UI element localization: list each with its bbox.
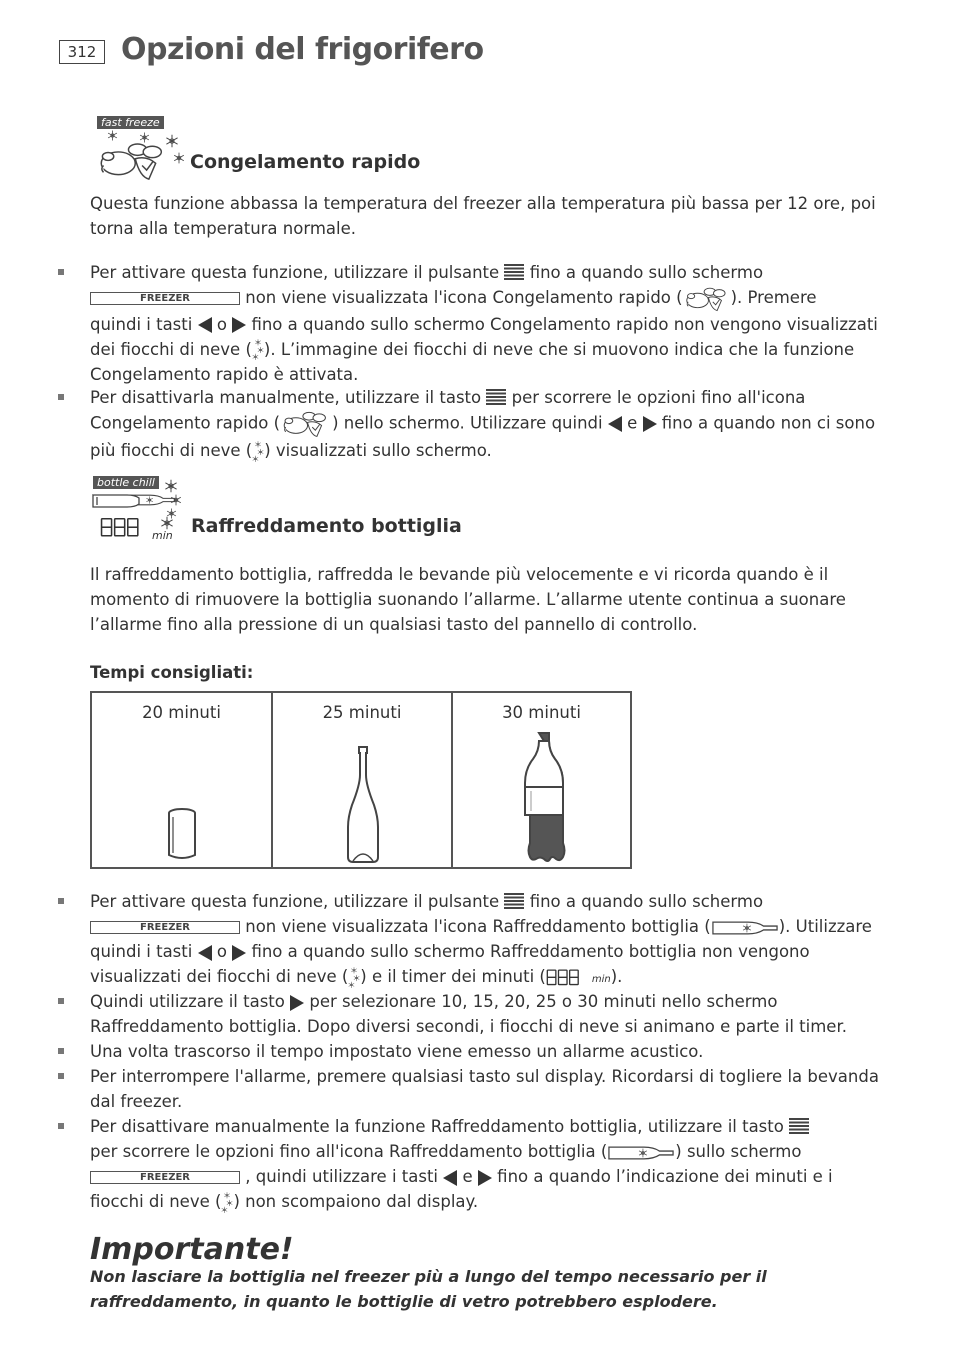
fast-freeze-food-icon	[280, 410, 332, 438]
bottle-chill-icon	[607, 1143, 675, 1163]
bottle-chill-intro: Il raffreddamento bottiglia, raffredda le bevande più velocemente e vi ricorda quando è il momento di rimuovere la bottiglia suonando l’allarme. L’allarme utente continua a suonare l’allarme fino alla pressione di un qualsiasi tasto del pannello di controllo.	[90, 565, 846, 634]
freezer-display-label: FREEZER	[90, 292, 240, 305]
time-label: 30 minuti	[502, 703, 581, 722]
table-cell	[92, 693, 273, 867]
min-unit: min	[152, 529, 173, 542]
bullet-marker	[58, 998, 64, 1004]
ff-bullet-1: Per attivare questa funzione, utilizzare il pulsante fino a quando sullo schermo FREEZER non viene visualizzata l'icona Congelamento rapido ( ). Premere quindi i tasti o fino a quando sullo schermo Congelamento rapido non vengono visualizzati dei fiocchi di neve ( ). L’immagine dei fiocchi di neve che si muovono indica che la funzione Congelamento rapido è attivata.	[90, 263, 878, 384]
menu-button-icon	[789, 1118, 809, 1134]
freezer-display-label: FREEZER	[90, 921, 240, 934]
left-arrow-icon	[198, 317, 212, 333]
menu-button-icon	[486, 389, 506, 405]
page-number: 312	[59, 40, 105, 64]
fast-freeze-icon	[97, 116, 192, 186]
left-arrow-icon	[443, 1170, 457, 1186]
bullet-marker	[58, 898, 64, 904]
bullet-marker	[58, 1073, 64, 1079]
bc-bullet-5: Per disattivare manualmente la funzione Raffreddamento bottiglia, utilizzare il tasto per scorrere le opzioni fino all'icona Raffreddamento bottiglia ( ) sullo schermo FREEZER , quindi utilizzare i tasti e fino a quando l’indicazione dei minuti e i fiocchi di neve ( ) non scompaiono dal display.	[90, 1114, 910, 1215]
snowflakes-icon	[221, 1191, 233, 1215]
bullet-marker	[58, 1048, 64, 1054]
table-cell	[273, 693, 453, 867]
ff-bullet-2: Per disattivarla manualmente, utilizzare il tasto per scorrere le opzioni fino all'icona Congelamento rapido ( ) nello schermo. Utilizzare quindi e fino a quando non ci sono più fiocchi di neve ( ) visualizzati sullo schermo.	[90, 385, 910, 464]
snowflakes-icon	[252, 338, 264, 362]
snowflakes-icon	[252, 440, 264, 464]
recommended-times-table	[90, 691, 632, 869]
right-arrow-icon	[232, 317, 246, 333]
fast-freeze-food-icon	[683, 286, 731, 312]
bc-bullet-3: Una volta trascorso il tempo impostato viene emesso un allarme acustico.	[90, 1042, 704, 1061]
bc-bullet-4: Per interrompere l'allarme, premere qualsiasi tasto sul display. Ricordarsi di togliere la bevanda dal freezer.	[90, 1067, 879, 1111]
important-text: Non lasciare la bottiglia nel freezer più a lungo del tempo necessario per il raffreddamento, in quanto le bottiglie di vetro potrebbero esplodere.	[90, 1267, 767, 1311]
bullet-marker	[58, 1123, 64, 1129]
wine-bottle-icon	[345, 745, 381, 865]
bottle-chill-tag: bottle chill	[93, 476, 159, 489]
minutes-timer-icon	[546, 967, 592, 989]
bottle-chill-icon	[92, 476, 188, 546]
bottle-chill-heading: Raffreddamento bottiglia	[191, 515, 462, 537]
fast-freeze-tag: fast freeze	[97, 116, 164, 129]
bullet-marker	[58, 269, 64, 275]
menu-button-icon	[504, 264, 524, 280]
bullet-marker	[58, 394, 64, 400]
can-icon	[165, 808, 199, 862]
freezer-display-label: FREEZER	[90, 1171, 240, 1184]
time-label: 25 minuti	[322, 703, 402, 722]
right-arrow-icon	[232, 945, 246, 961]
plastic-bottle-icon	[522, 731, 566, 863]
bottle-chill-icon	[711, 918, 779, 938]
recommended-times-heading: Tempi consigliati:	[90, 663, 254, 682]
snowflakes-icon	[348, 966, 360, 990]
page-title: Opzioni del frigorifero	[121, 32, 484, 67]
min-unit: min	[591, 974, 611, 985]
menu-button-icon	[504, 893, 524, 909]
bc-bullet-1: Per attivare questa funzione, utilizzare il pulsante fino a quando sullo schermo FREEZER non viene visualizzata l'icona Raffreddamento bottiglia ( ). Utilizzare quindi i tasti o fino a quando sullo schermo Raffreddamento bottiglia non vengono visualizzati dei fiocchi di neve ( ) e il timer dei minuti ( min).	[90, 889, 910, 992]
right-arrow-icon	[643, 416, 657, 432]
fast-freeze-intro: Questa funzione abbassa la temperatura del freezer alla temperatura più bassa per 12 ore, poi torna alla temperatura normale.	[90, 194, 876, 238]
fast-freeze-heading: Congelamento rapido	[190, 151, 421, 173]
left-arrow-icon	[608, 416, 622, 432]
right-arrow-icon	[478, 1170, 492, 1186]
table-cell	[453, 693, 630, 867]
time-label: 20 minuti	[142, 703, 221, 722]
right-arrow-icon	[290, 995, 304, 1011]
important-title: Importante!	[90, 1232, 294, 1267]
left-arrow-icon	[198, 945, 212, 961]
bc-bullet-2: Quindi utilizzare il tasto per selezionare 10, 15, 20, 25 o 30 minuti nello schermo Raffreddamento bottiglia. Dopo diversi secondi, i fiocchi di neve si animano e parte il timer.	[90, 992, 847, 1036]
